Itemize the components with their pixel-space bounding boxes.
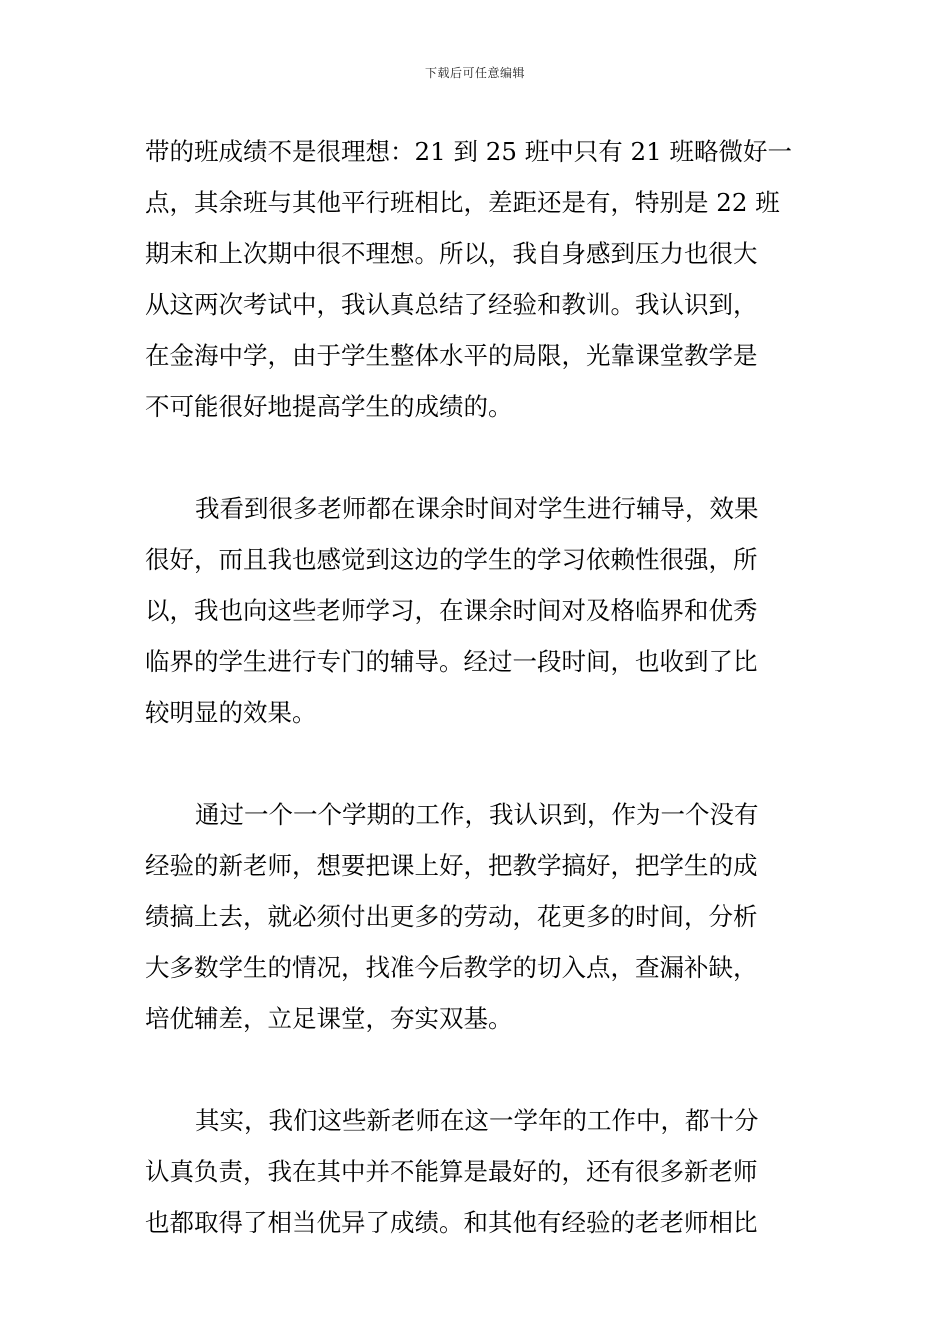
paragraph-line: 从这两次考试中，我认真总结了经验和教训。我认识到， [145,290,758,319]
paragraph-line: 点，其余班与其他平行班相比，差距还是有，特别是 22 班 [145,188,780,217]
paragraph-line: 期末和上次期中很不理想。所以，我自身感到压力也很大 [145,239,758,268]
document-body [145,126,809,1248]
page-header: 下载后可任意编辑 [424,66,525,80]
paragraph-line: 大多数学生的情况，找准今后教学的切入点，查漏补缺， [145,953,758,982]
paragraph-line: 在金海中学，由于学生整体水平的局限，光靠课堂教学是 [145,341,758,370]
paragraph-line: 培优辅差，立足课堂，夯实双基。 [145,1004,513,1033]
paragraph-spacer [145,432,809,483]
paragraph-spacer [145,1044,809,1095]
paragraph-1 [145,126,809,432]
paragraph-line: 绩搞上去，就必须付出更多的劳动，花更多的时间，分析 [145,902,758,931]
paragraph-2 [145,483,809,738]
paragraph-line: 经验的新老师，想要把课上好，把教学搞好，把学生的成 [145,851,758,880]
paragraph-line: 我看到很多老师都在课余时间对学生进行辅导，效果 [195,494,759,523]
paragraph-line: 很好，而且我也感觉到这边的学生的学习依赖性很强，所 [145,545,758,574]
paragraph-line: 其实，我们这些新老师在这一学年的工作中，都十分 [195,1106,759,1135]
paragraph-line: 也都取得了相当优异了成绩。和其他有经验的老老师相比 [145,1208,758,1237]
paragraph-4 [145,1095,809,1248]
paragraph-line: 带的班成绩不是很理想：21 到 25 班中只有 21 班略微好一 [145,137,792,166]
paragraph-line: 较明显的效果。 [145,698,317,727]
paragraph-line: 通过一个一个学期的工作，我认识到，作为一个没有 [195,800,759,829]
paragraph-line: 以，我也向这些老师学习，在课余时间对及格临界和优秀 [145,596,758,625]
paragraph-spacer [145,738,809,789]
paragraph-line: 不可能很好地提高学生的成绩的。 [145,392,513,421]
paragraph-line: 认真负责，我在其中并不能算是最好的，还有很多新老师 [145,1157,758,1186]
paragraph-line: 临界的学生进行专门的辅导。经过一段时间，也收到了比 [145,647,758,676]
paragraph-3 [145,789,809,1044]
